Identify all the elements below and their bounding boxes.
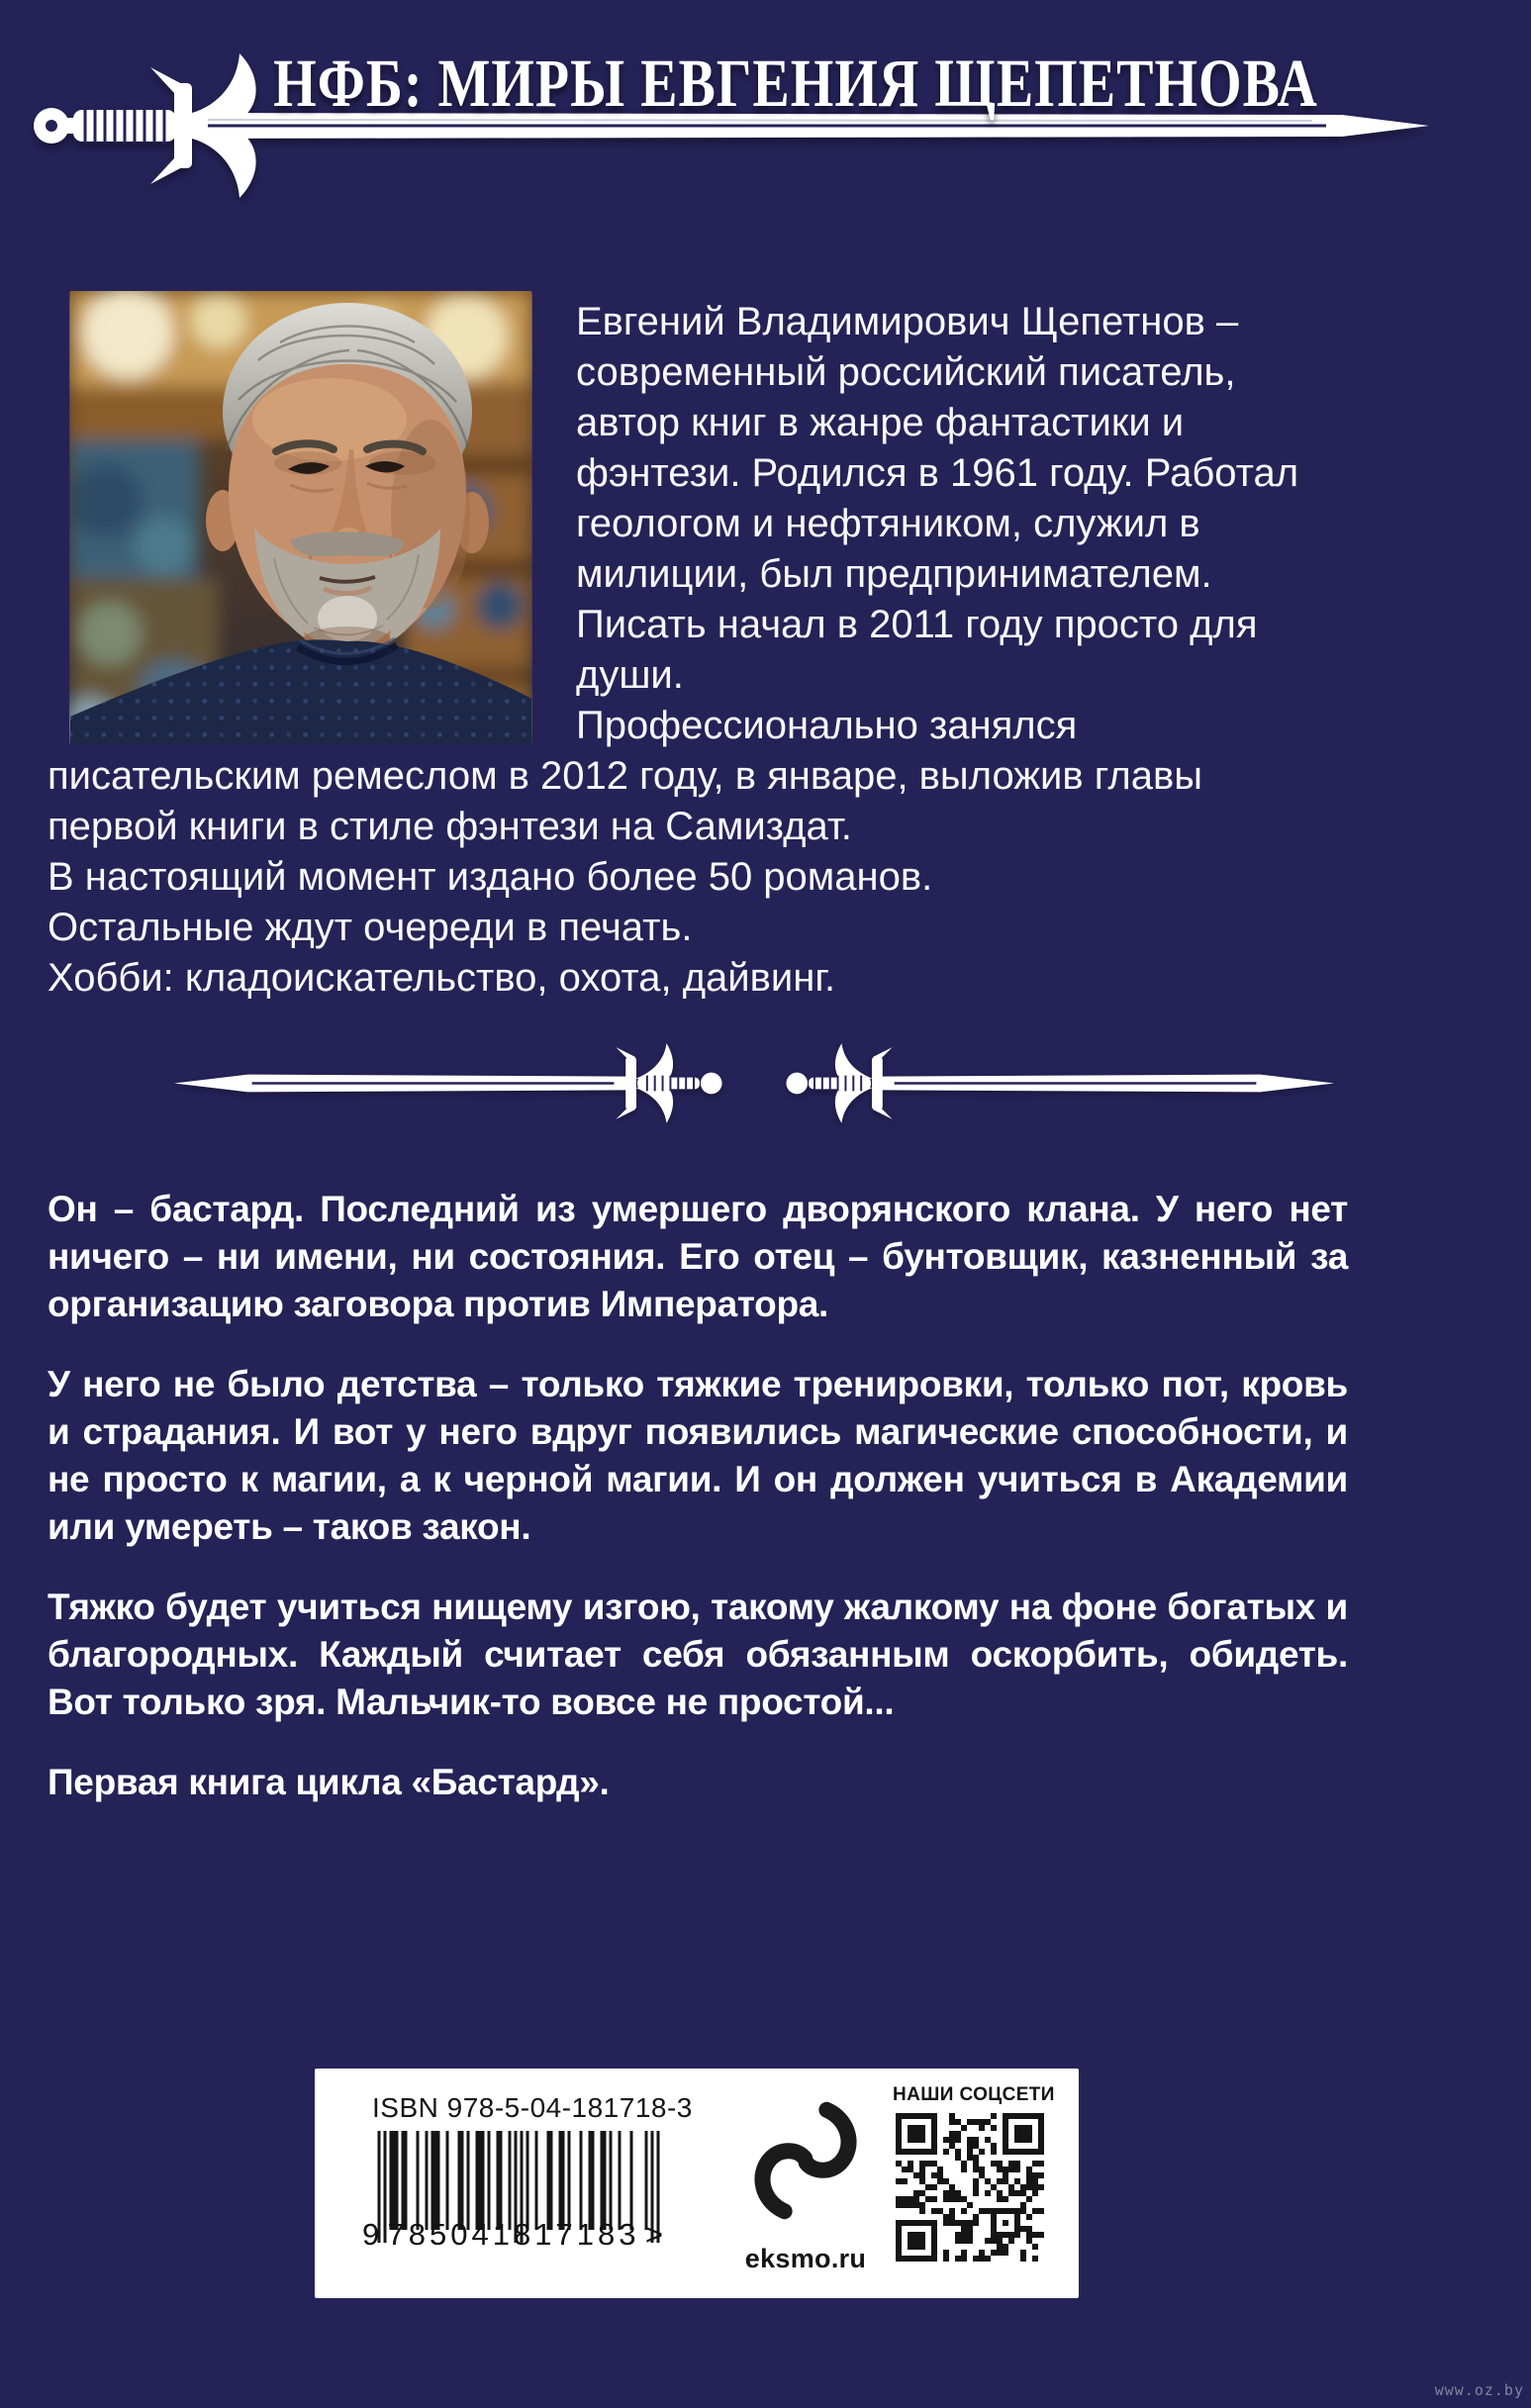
bio-line: первой книги в стиле фэнтези на Самиздат.	[48, 805, 852, 848]
bio-line: милиции, был предпринимателем.	[576, 552, 1212, 596]
bio-line: автор книг в жанре фантастики и	[576, 401, 1185, 444]
author-bio-full-width	[48, 751, 1202, 1004]
author-bio-column	[576, 297, 1298, 751]
publisher-block	[726, 2090, 885, 2274]
bio-line: современный российский писатель,	[576, 350, 1236, 394]
divider-swords-icon	[170, 1039, 1338, 1127]
eksmo-logo-icon	[751, 2090, 860, 2231]
barcode-trailer: >	[644, 2217, 663, 2252]
bio-line: души.	[576, 653, 684, 697]
barcode-lead-digit: 9	[362, 2217, 380, 2252]
bio-line: фэнтези. Родился в 1961 году. Работал	[576, 451, 1299, 495]
bio-line: писательским ремеслом в 2012 году, в январе, выложив главы	[48, 754, 1203, 798]
annotation-paragraph: Тяжко будет учиться нищему изгою, такому жалкому на фоне богатых и благородных. Каждый считает себя обязанным оскорбить, обидеть. Вот только зря. Мальчик-то вовсе не простой...	[48, 1587, 1348, 1722]
bio-line: геологом и нефтяником, служил в	[576, 502, 1200, 545]
isbn-label: ISBN 978-5-04-181718-3	[372, 2092, 693, 2123]
annotation-block	[48, 1186, 1348, 1839]
bio-line: Евгений Владимирович Щепетнов –	[576, 300, 1239, 343]
series-note: Первая книга цикла «Бастард».	[48, 1762, 610, 1802]
publisher-info-box	[315, 2069, 1079, 2298]
qr-title: НАШИ СОЦСЕТИ	[893, 2084, 1055, 2105]
bio-line: Писать начал в 2011 году просто для	[576, 603, 1258, 646]
bio-line: В настоящий момент издано более 50 романов.	[48, 855, 933, 899]
annotation-paragraph: У него не было детства – только тяжкие тренировки, только пот, кровь и страдания. И вот у него вдруг появились магические способности, и не просто к магии, а к черной магии. И он должен учиться в Академии или умереть – таков закон.	[48, 1364, 1348, 1547]
barcode-digits	[362, 2217, 663, 2253]
barcode-group: 785041	[387, 2217, 514, 2252]
annotation-paragraph: Он – бастард. Последний из умершего дворянского клана. У него нет ничего – ни имени, ни состояния. Его отец – бунтовщик, казненный за организацию заговора против Императора.	[48, 1189, 1348, 1324]
series-title: НФБ: МИРЫ ЕВГЕНИЯ ЩЕПЕТНОВА	[273, 47, 1318, 122]
bio-line: Профессионально занялся	[576, 704, 1078, 747]
publisher-site: eksmo.ru	[744, 2244, 867, 2273]
watermark: www.oz.by	[1434, 2381, 1524, 2399]
bio-line: Хобби: кладоискательство, охота, дайвинг.	[48, 956, 836, 1000]
author-photo	[69, 291, 532, 744]
social-qr-block	[893, 2084, 1055, 2262]
barcode-group: 817183	[513, 2217, 640, 2252]
qr-code	[896, 2113, 1044, 2262]
bio-line: Остальные ждут очереди в печать.	[48, 906, 693, 949]
barcode-block	[362, 2092, 693, 2253]
